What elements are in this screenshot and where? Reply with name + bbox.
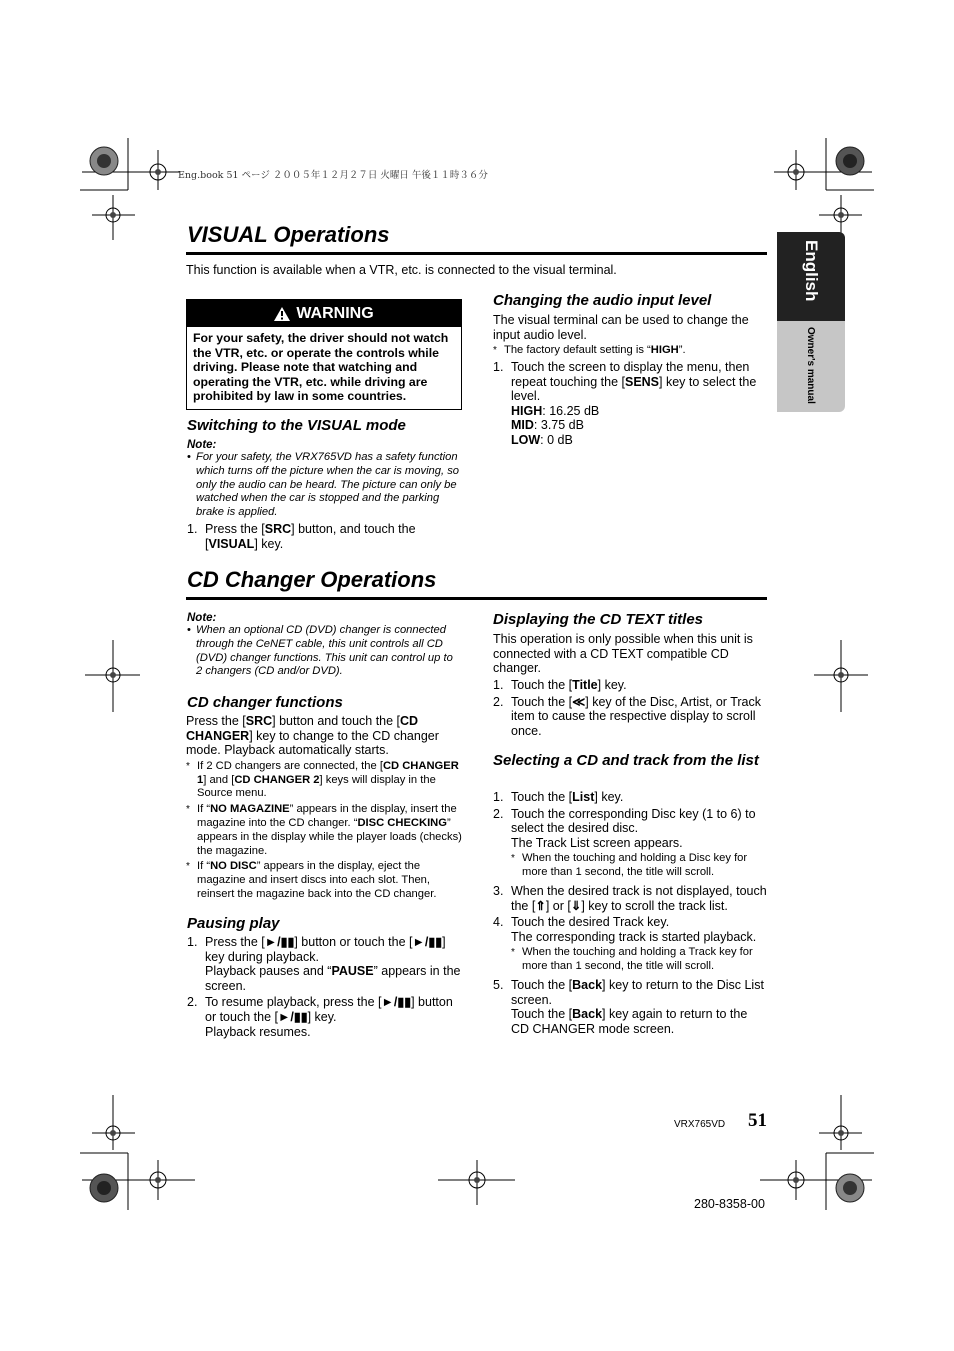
warning-header xyxy=(187,300,461,327)
step-item: 2. Touch the corresponding Disc key (1 to 6) to select the desired disc. The Track List screen appears. * When the touching and holding a Disc key for more than 1 second, the title will scroll. xyxy=(493,807,768,880)
functions-note-1: * If 2 CD changers are connected, the [CD CHANGER 1] and [CD CHANGER 2] keys will display in the Source menu. xyxy=(186,759,459,800)
cd-note xyxy=(187,612,462,679)
step-item: 4. Touch the desired Track key. The corresponding track is started playback. * When the touching and holding a Track key for more than 1 second, the title will scroll. xyxy=(493,915,768,974)
switching-steps xyxy=(187,522,462,551)
step-item: 1. Touch the screen to display the menu, then repeat touching the [SENS] key to select the level. HIGH: 16.25 dB MID: 3.75 dB LOW: 0 dB xyxy=(493,360,768,448)
switching-heading: Switching to the VISUAL mode xyxy=(187,417,406,434)
functions-body xyxy=(186,714,462,902)
visual-title-rule xyxy=(186,252,767,255)
step-note: * When the touching and holding a Track key for more than 1 second, the title will scroll. xyxy=(511,946,753,973)
functions-heading: CD changer functions xyxy=(187,694,343,711)
cd-title-rule xyxy=(186,597,767,600)
audio-default-note: * The factory default setting is “HIGH”. xyxy=(493,344,686,356)
warning-box xyxy=(186,299,462,410)
text-titles-heading: Displaying the CD TEXT titles xyxy=(493,611,704,628)
language-side-tab xyxy=(777,232,845,412)
step-item: 2. Touch the [≪] key of the Disc, Artist, or Track item to cause the respective display to scroll once. xyxy=(493,694,761,738)
step-item: 5. Touch the [Back] key to return to the Disc List screen. Touch the [Back] key again to return to the CD CHANGER mode screen. xyxy=(493,977,764,1036)
pausing-steps xyxy=(187,935,462,1039)
switching-note xyxy=(187,439,462,520)
step-item: 1. Press the [SRC] button, and touch the [VISUAL] key. xyxy=(187,522,416,551)
audio-heading: Changing the audio input level xyxy=(493,292,712,309)
level-low: LOW: 0 dB xyxy=(511,432,573,447)
step-item: 2. To resume playback, press the [►/▮▮] button or touch the [►/▮▮] key. Playback resumes. xyxy=(187,995,453,1039)
side-tab-manual: Owner's manual xyxy=(805,327,816,404)
audio-steps xyxy=(493,360,768,448)
level-mid: MID: 3.75 dB xyxy=(511,418,584,433)
functions-note-2: * If “NO MAGAZINE” appears in the display, insert the magazine into the CD changer. “DISC CHECKING” appears in the display while the player loads (checks) the magazine. xyxy=(186,803,462,857)
note-text: • When an optional CD (DVD) changer is connected through the CeNET cable, this unit controls all CD (DVD) changer functions. This unit can control up to 2 changers (CD and/or DVD). xyxy=(187,624,453,678)
warning-icon xyxy=(274,307,290,321)
selecting-heading: Selecting a CD and track from the list xyxy=(493,752,759,769)
note-text: • For your safety, the VRX765VD has a safety function which turns off the picture when the car is moving, so only the audio can be heard. The picture can only be watched when the car is stopped and the parking brake is applied. xyxy=(187,451,460,519)
level-high: HIGH: 16.25 dB xyxy=(511,403,600,418)
step-item: 3. When the desired track is not displayed, touch the [⇑] or [⇓] key to scroll the track list. xyxy=(493,883,767,913)
visual-intro: This function is available when a VTR, etc. is connected to the visual terminal. xyxy=(186,263,617,277)
bullet-icon: • xyxy=(187,624,191,636)
pausing-heading: Pausing play xyxy=(187,915,280,932)
note-label: Note: xyxy=(187,439,217,451)
warning-title: WARNING xyxy=(296,304,374,322)
document-code: 280-8358-00 xyxy=(694,1197,765,1211)
page-number: 51 xyxy=(748,1110,767,1131)
step-item: 1. Touch the [Title] key. xyxy=(493,678,627,692)
text-titles-desc: This operation is only possible when this unit is connected with a CD TEXT compatible CD changer. xyxy=(493,632,753,676)
side-tab-language: English xyxy=(802,240,821,302)
step-note: * When the touching and holding a Disc key for more than 1 second, the title will scroll. xyxy=(511,852,748,879)
model-number: VRX765VD xyxy=(674,1119,726,1130)
functions-desc: Press the [SRC] button and touch the [CD CHANGER] key to change to the CD changer mode. Playback automatically starts. xyxy=(186,714,439,758)
warning-text: For your safety, the driver should not watch the VTR, etc. or operate the controls while driving. Please note that watching and operating the VTR, etc. while driving are prohibited by law in some countries. xyxy=(193,331,449,404)
audio-desc: The visual terminal can be used to change the input audio level. xyxy=(493,313,749,342)
text-titles-steps xyxy=(493,678,768,738)
step-item: 1. Touch the [List] key. xyxy=(493,790,624,804)
bullet-icon: • xyxy=(187,451,191,463)
functions-note-3: * If “NO DISC” appears in the display, eject the magazine and insert discs into each slot. Then, reinsert the magazine back into the CD changer. xyxy=(186,860,437,900)
selecting-steps xyxy=(493,790,768,1036)
step-item: 1. Press the [►/▮▮] button or touch the [►/▮▮] key during playback. Playback pauses and “PAUSE” appears in the screen. xyxy=(187,935,461,993)
cd-title: CD Changer Operations xyxy=(187,567,437,592)
visual-title: VISUAL Operations xyxy=(187,222,390,247)
note-label: Note: xyxy=(187,612,217,624)
print-header: Eng.book 51 ページ ２００５年１２月２７日 火曜日 午後１１時３６分 xyxy=(178,170,488,181)
